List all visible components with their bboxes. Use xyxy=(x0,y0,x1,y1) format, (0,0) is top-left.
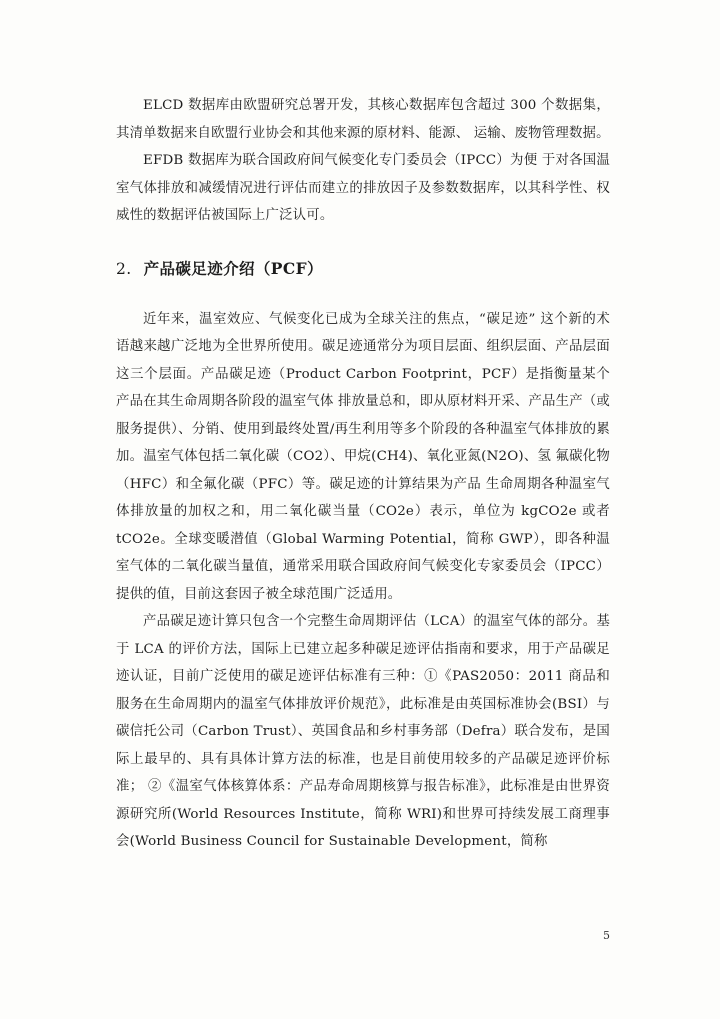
paragraph-pcf-intro: 近年来，温室效应、气候变化已成为全球关注的焦点，“碳足迹” 这个新的术语越来越广泛地为全世界所使用。碳足迹通常分为项目层面、组织层面、产品层面这三个层面。产品碳足迹（Product Carbon Footprint，PCF）是指衡量某个产品在其生命周期各阶段的温室气体 排放量总和，即从原材料开采、产品生产（或服务提供）、分销、使用到最终处置/再生利用等多个阶段的各种温室气体排放的累加。温室气体包括二氧化碳（CO2）、甲烷(CH4)、氧化亚氮(N2O)、氢 氟碳化物（HFC）和全氟化碳（PFC）等。碳足迹的计算结果为产品 生命周期各种温室气体排放量的加权之和，用二氧化碳当量（CO2e）表示，单位为 kgCO2e 或者 tCO2e。全球变暖潜值（Global Warming Potential，简称 GWP），即各种温室气体的二氧化碳当量值，通常采用联合国政府间气候变化专家委员会（IPCC）提供的值，目前这套因子被全球范围广泛适用。 xyxy=(116,311,610,602)
page-number: 5 xyxy=(603,929,610,942)
paragraph-elcd: ELCD 数据库由欧盟研究总署开发，其核心数据库包含超过 300 个数据集，其清单数据来自欧盟行业协会和其他来源的原材料、能源、 运输、废物管理数据。 xyxy=(116,98,610,141)
section-title: 产品碳足迹介绍（PCF） xyxy=(143,258,323,278)
paragraph-pcf-standards: 产品碳足迹计算只包含一个完整生命周期评估（LCA）的温室气体的部分。基于 LCA 的评价方法，国际上已建立起多种碳足迹评估指南和要求，用于产品碳足迹认证，目前广泛使用的碳足迹评估标准有三种：①《PAS2050：2011 商品和服务在生命周期内的温室气体排放评价规范》，此标准是由英国标准协会(BSI）与碳信托公司（Carbon Trust）、英国食品和乡村事务部（Defra）联合发布，是国际上最早的、具有具体计算方法的标准，也是目前使用较多的产品碳足迹评价标准； ②《温室气体核算体系：产品寿命周期核算与报告标准》，此标准是由世界资源研究所(World Resources Institute，简称 WRI)和世界可持续发展工商理事会(World Business Council for Sustainable Development，简称 xyxy=(116,614,610,849)
page-content xyxy=(116,92,610,856)
section-heading xyxy=(116,254,610,284)
section-number: 2. xyxy=(116,259,132,278)
paragraph-efdb: EFDB 数据库为联合国政府间气候变化专门委员会（IPCC）为便 于对各国温室气体排放和减缓情况进行评估而建立的排放因子及参数数据库，以其科学性、权威性的数据评估被国际上广泛认可。 xyxy=(116,153,610,223)
